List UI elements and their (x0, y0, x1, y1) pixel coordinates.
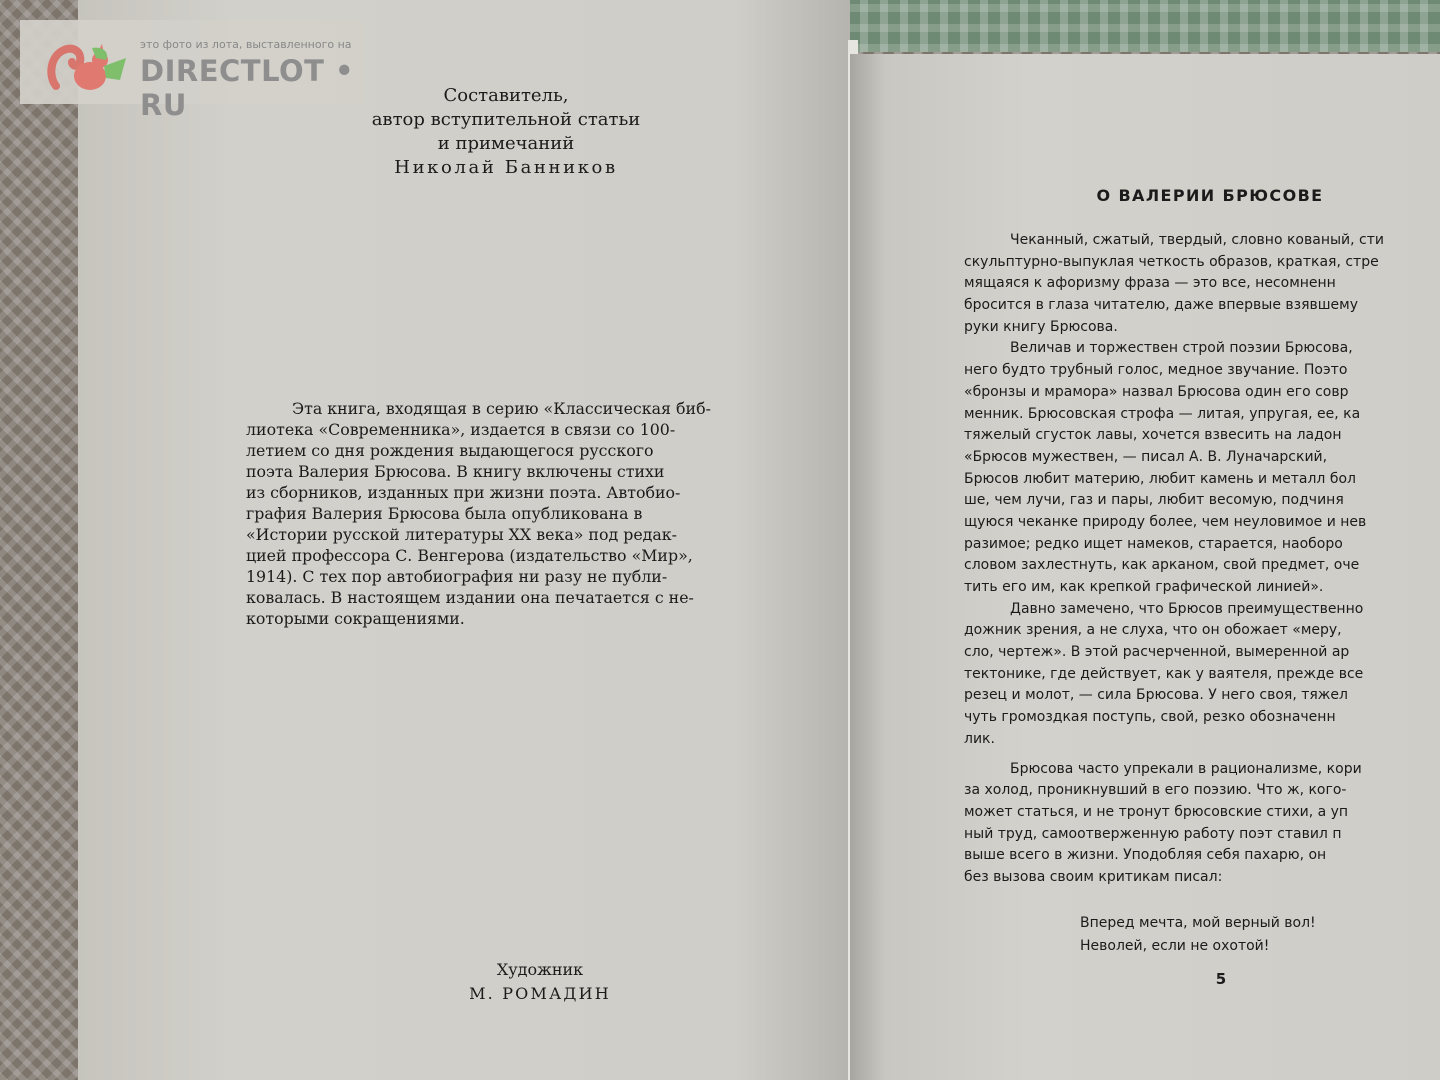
essay-line: за холод, проникнувший в его поэзию. Что ж, кого- (964, 782, 1347, 799)
essay-line: чуть громоздкая поступь, свой, резко обозначенн (964, 709, 1336, 726)
essay-text (964, 230, 1440, 889)
essay-line: выше всего в жизни. Уподобляя себя пахарю, он (964, 847, 1327, 864)
essay-line: тить его им, как крепкой графической линией». (964, 579, 1324, 595)
essay-line: разимое; редко ищет намеков, старается, наоборо (964, 535, 1343, 552)
verse-quote (1080, 912, 1400, 958)
annotation-line: летием со дня рождения выдающегося русского (246, 441, 654, 460)
essay-line: ше, чем лучи, газ и пары, любит весомую, подчиня (964, 492, 1344, 509)
essay-line: «Брюсов мужествен, — писал А. В. Луначарский, (964, 448, 1328, 465)
annotation-line: из сборников, изданных при жизни поэта. Автобио- (246, 483, 681, 502)
annotation-line: 1914). С тех пор автобиография ни разу не публи- (246, 567, 668, 586)
compiler-name: Николай Банников (394, 157, 618, 178)
artist-name: М. РОМАДИН (469, 984, 611, 1003)
annotation-line: графия Валерия Брюсова была опубликована в (246, 504, 643, 523)
essay-line: мящаяся к афоризму фраза — это все, несомненн (964, 275, 1336, 292)
essay-line: Давно замечено, что Брюсов преимущественно (1010, 600, 1364, 617)
essay-line: руки книгу Брюсова. (964, 318, 1118, 335)
artist-credit (380, 958, 700, 1006)
essay-line: бросится в глаза читателю, даже впервые взявшему (964, 297, 1359, 314)
artist-role: Художник (496, 960, 584, 979)
compiler-credit (300, 84, 712, 180)
essay-line: без вызова своим критикам писал: (964, 868, 1223, 885)
tablecloth-top-strip (820, 0, 1440, 52)
essay-line: Величав и торжествен строй поэзии Брюсова, (1010, 340, 1353, 357)
squirrel-logo-icon (46, 36, 130, 98)
essay-line: может статься, и не тронут брюсовские стихи, а уп (964, 803, 1349, 820)
annotation-line: которыми сокращениями. (246, 609, 465, 628)
essay-line: Чеканный, сжатый, твердый, словно кованый, сти (1010, 232, 1384, 248)
book-annotation (246, 398, 746, 629)
compiler-line: автор вступительной статьи (371, 109, 641, 130)
annotation-line: ковалась. В настоящем издании она печатается с не- (246, 588, 694, 607)
essay-line: него будто трубный голос, медное звучание. Поэто (964, 362, 1348, 379)
essay-line: резец и молот, — сила Брюсова. У него своя, тяжел (964, 687, 1348, 704)
essay-line: словом захлестнуть, как арканом, свой предмет, оче (964, 557, 1360, 574)
watermark-caption: это фото из лота, выставленного на (140, 38, 352, 51)
essay-title: О ВАЛЕРИИ БРЮСОВЕ (1096, 186, 1324, 205)
essay-line: ный труд, самоотверженную работу поэт ставил п (964, 825, 1342, 842)
watermark-site-name: DIRECTLOT • RU (140, 54, 355, 122)
compiler-line: Составитель, (443, 85, 569, 106)
essay-line: лик. (964, 730, 995, 747)
essay-line: тектонике, где действует, как у ваятеля, прежде все (964, 665, 1364, 682)
verse-line: Неволей, если не охотой! (1080, 938, 1270, 954)
annotation-line: лиотека «Современника», издается в связи со 100- (246, 420, 676, 439)
essay-line: дожник зрения, а не слуха, что он обожает «меру, (964, 622, 1342, 639)
essay-line: менник. Брюсовская строфа — литая, упругая, ее, ка (964, 405, 1361, 422)
verse-line: Вперед мечта, мой верный вол! (1080, 915, 1316, 931)
annotation-line: «Истории русской литературы XX века» под редак- (246, 525, 678, 544)
essay-line: «бронзы и мрамора» назвал Брюсова один его совр (964, 383, 1349, 400)
page-number: 5 (1215, 970, 1227, 988)
annotation-line: цией профессора С. Венгерова (издательство «Мир», (246, 546, 693, 565)
essay-line: скульптурно-выпуклая четкость образов, краткая, стре (964, 253, 1379, 270)
compiler-line: и примечаний (437, 133, 575, 154)
essay-line: сло, чертеж». В этой расчерченной, вымеренной ар (964, 644, 1350, 661)
essay-line: щуюся чеканке природу более, чем неуловимое и нев (964, 513, 1367, 530)
essay-line: тяжелый сгусток лавы, хочется взвесить на ладон (964, 427, 1342, 444)
annotation-line: Эта книга, входящая в серию «Классическая биб- (292, 399, 711, 418)
essay-line: Брюсов любит материю, любит камень и металл бол (964, 470, 1356, 487)
annotation-line: поэта Валерия Брюсова. В книгу включены стихи (246, 462, 665, 481)
essay-line: Брюсова часто упрекали в рационализме, кори (1010, 760, 1362, 777)
